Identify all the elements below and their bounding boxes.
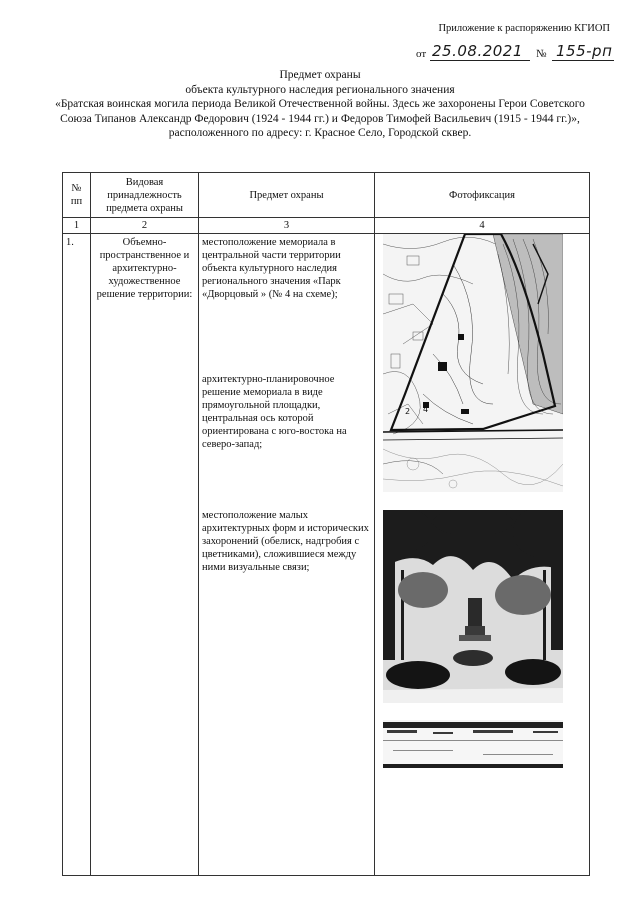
title-line-1: Предмет охраны	[279, 69, 361, 81]
table-row	[63, 234, 590, 876]
graves-photo-strip	[383, 720, 563, 768]
header-subject: Предмет охраны	[199, 173, 375, 218]
row-subject	[199, 234, 375, 876]
subject-location: местоположение мемориала в центральной части территории объекта культурного наследия регионального значения «Парк «Дворцовый » (№ 4 на схеме);	[202, 237, 341, 300]
column-number-row	[63, 218, 590, 234]
order-number-label: №	[536, 48, 547, 60]
map-label-4: 4	[423, 405, 429, 414]
order-date: 25.08.2021	[432, 42, 523, 60]
order-from-label: от	[416, 48, 427, 60]
column-number-4: 4	[375, 218, 590, 234]
subject-small-forms: местоположение малых архитектурных форм и исторических захоронений (обелиск, надгробия с цветниками), сложившиеся между ними визуальные связи;	[202, 510, 369, 573]
title-line-3: «Братская воинская могила периода Великой Отечественной войны. Здесь же захоронены Герои Советского Союза Типанов Александр Федорович (1924 - 1944 гг.) и Федоров Тимофей Васильевич (1915 - 1944 гг.)»,	[55, 98, 585, 125]
table-header-row	[63, 173, 590, 218]
protection-subject-table	[62, 172, 590, 876]
site-plan-map	[383, 234, 563, 492]
map-label-2: 2	[405, 407, 411, 416]
header-photo: Фотофиксация	[375, 173, 590, 218]
order-number-underline	[552, 60, 614, 61]
memorial-photo	[383, 510, 563, 703]
order-number: 155-рп	[556, 42, 613, 60]
row-type: Объемно-пространственное и архитектурно-художественное решение территории:	[91, 234, 199, 876]
document-title	[40, 68, 600, 141]
column-number-3: 3	[199, 218, 375, 234]
title-line-4: расположенного по адресу: г. Красное Село, Городской сквер.	[168, 127, 472, 139]
column-number-2: 2	[91, 218, 199, 234]
title-line-2: объекта культурного наследия регионального значения	[185, 83, 455, 96]
column-number-1: 1	[63, 218, 91, 234]
header-type: Видовая принадлежность предмета охраны	[91, 173, 199, 218]
row-num: 1.	[63, 234, 91, 876]
row-photos	[375, 234, 590, 876]
subject-planning: архитектурно-планировочное решение мемориала в виде прямоугольной площадки, центральная ось которой ориентирована с юго-востока на северо-запад;	[202, 374, 347, 450]
order-date-underline	[430, 60, 530, 61]
header-num: № пп	[63, 173, 91, 218]
appendix-line: Приложение к распоряжению КГИОП	[438, 23, 610, 34]
order-reference	[416, 42, 616, 64]
